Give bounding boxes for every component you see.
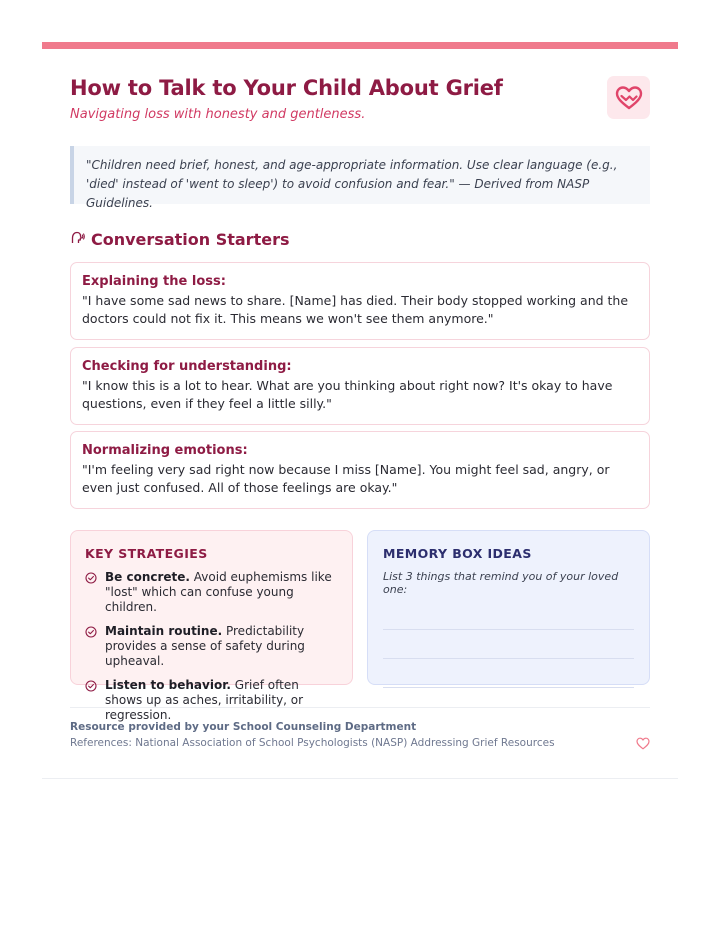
memory-box-ideas-box (367, 530, 650, 685)
page-bottom-divider (42, 778, 678, 779)
strategy-text: Maintain routine. Predictability provides a sense of safety during upheaval. (105, 624, 305, 668)
heart-hands-icon (607, 76, 650, 119)
memory-prompt: List 3 things that remind you of your loved one: (383, 570, 619, 596)
starter-text: "I'm feeling very sad right now because I miss [Name]. You might feel sad, angry, or even just confused. All of those feelings are okay." (82, 462, 610, 495)
page-footer (70, 721, 650, 749)
memory-line-3[interactable] (383, 687, 634, 688)
memory-line-2[interactable] (383, 658, 634, 659)
key-strategies-title: KEY STRATEGIES (85, 546, 208, 561)
page-subtitle: Navigating loss with honesty and gentleness. (70, 107, 366, 122)
page-title: How to Talk to Your Child About Grief (70, 76, 503, 100)
starter-card-explaining (70, 262, 650, 340)
top-accent-bar (42, 42, 678, 49)
starter-text: "I know this is a lot to hear. What are you thinking about right now? It's okay to have questions, even if they feel a little silly." (82, 378, 613, 411)
memory-line-1[interactable] (383, 629, 634, 630)
starter-card-checking (70, 347, 650, 425)
strategy-text: Listen to behavior. Grief often shows up as aches, irritability, or regression. (105, 678, 304, 722)
footer-provider: Resource provided by your School Counseling Department (70, 721, 417, 733)
conversation-starters-heading (70, 228, 289, 250)
starter-label: Normalizing emotions: (82, 443, 248, 458)
starter-text: "I have some sad news to share. [Name] has died. Their body stopped working and the doctors could not fix it. This means we won't see them anymore." (82, 293, 629, 326)
section-label: Conversation Starters (91, 229, 290, 249)
nasp-quote: "Children need brief, honest, and age-appropriate information. Use clear language (e.g., 'died' instead of 'went to sleep') to avoid confusion and fear." — Derived from NASP Guidelines. (70, 146, 650, 204)
footer-references: References: National Association of School Psychologists (NASP) Addressing Grief Resources (70, 737, 555, 749)
check-circle-icon (85, 624, 105, 669)
strategy-item (85, 570, 338, 615)
strategy-item (85, 678, 338, 723)
strategy-item (85, 624, 338, 669)
check-circle-icon (85, 570, 105, 615)
starter-label: Explaining the loss: (82, 274, 226, 289)
strategy-text: Be concrete. Avoid euphemisms like "lost" which can confuse young children. (105, 570, 332, 614)
starter-label: Checking for understanding: (82, 359, 292, 374)
speaking-head-icon (70, 230, 85, 249)
page-header (70, 76, 650, 126)
starter-card-normalizing (70, 431, 650, 509)
footer-divider (70, 707, 650, 708)
memory-writing-lines (383, 629, 634, 688)
memory-box-title: MEMORY BOX IDEAS (383, 546, 532, 561)
key-strategies-box (70, 530, 353, 722)
check-circle-icon (85, 678, 105, 723)
heart-outline-icon (636, 735, 650, 754)
